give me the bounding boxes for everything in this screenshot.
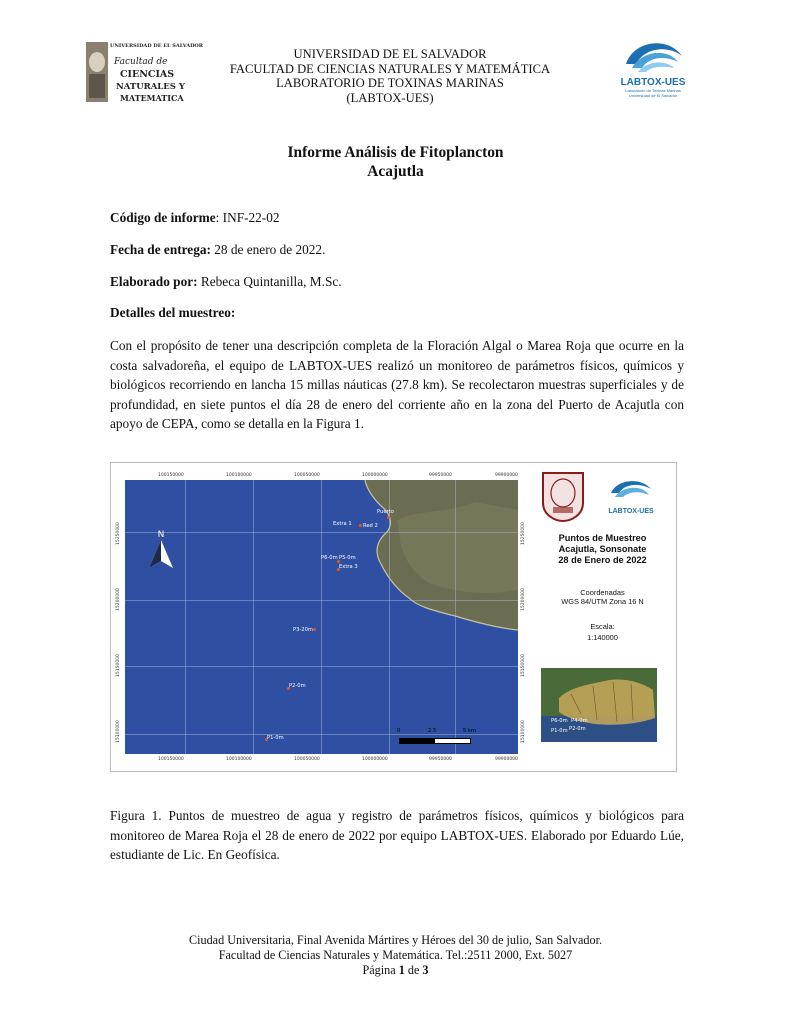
coord-bottom-1: 100150000: [158, 757, 184, 762]
point-puerto-label: Puerto: [377, 509, 394, 515]
labtox-legend-logo: [605, 475, 657, 519]
logo-left-line2: CIENCIAS: [120, 69, 175, 80]
figure-caption: Figura 1. Puntos de muestreo de agua y registro de parámetros físicos, químicos y biológicos para monitoreo de Marea Roja el 28 de enero de 2022 por equipo LABTOX-UES. Elaborado por Eduardo Lúe, estudiante de Lic. En Geofísica.: [110, 808, 684, 863]
labtox-logo-sub2: Universidad de El Salvador: [628, 93, 678, 98]
inset-label-p4: P4-0m: [571, 718, 588, 724]
legend-title-2: Acajutla, Sonsonate: [558, 544, 647, 554]
sampling-details-label: Detalles del muestreo:: [110, 305, 236, 320]
point-extra1-label: Extra 1: [333, 521, 352, 527]
legend-coord-value: WGS 84/UTM Zona 16 N: [561, 597, 644, 606]
header-line-4: (LABTOX-UES): [346, 90, 434, 105]
report-code: [110, 210, 280, 226]
grid-v-5: [455, 480, 456, 754]
page-prefix: Página: [362, 963, 399, 977]
labtox-logo-title: LABTOX-UES: [620, 77, 686, 88]
coord-left-3: 15150000: [116, 654, 121, 677]
legend-title-1: Puntos de Muestreo: [558, 533, 647, 543]
coord-right-1: 15250000: [521, 522, 526, 545]
legend-scale-value: 1:140000: [587, 633, 618, 642]
inset-label-p2: P2-0m: [569, 726, 586, 732]
delivery-date-label: Fecha de entrega:: [110, 242, 211, 257]
grid-h-2: [125, 600, 518, 601]
coord-top-2: 100100000: [226, 473, 252, 478]
footer-contact: Facultad de Ciencias Naturales y Matemática. Tel.:2511 2000, Ext. 5027: [218, 948, 573, 962]
footer-address: Ciudad Universitaria, Final Avenida Mártires y Héroes del 30 de julio, San Salvador.: [188, 933, 603, 947]
page-footer: [110, 933, 681, 978]
inset-map: [541, 668, 657, 742]
scale-label-0: 0: [397, 728, 401, 734]
coord-bottom-2: 100100000: [226, 757, 252, 762]
coord-bottom-5: 99950000: [429, 757, 452, 762]
report-code-label: Código de informe: [110, 210, 216, 225]
grid-h-3: [125, 666, 518, 667]
coord-right-2: 15200000: [521, 588, 526, 611]
coord-top-1: 100150000: [158, 473, 184, 478]
legend-scale-label: Escala:: [590, 622, 615, 631]
point-p3-marker: [313, 628, 316, 631]
logo-left-line4: MATEMATICA: [120, 93, 184, 103]
grid-h-4: [125, 734, 518, 735]
inset-label-p1: P1-0m: [551, 728, 568, 734]
author-label: Elaborado por:: [110, 274, 198, 289]
report-title-line1: Informe Análisis de Fitoplancton: [287, 144, 504, 161]
header-line-2: FACULTAD DE CIENCIAS NATURALES Y MATEMÁTICA: [229, 61, 551, 76]
report-code-value: : INF-22-02: [215, 210, 280, 225]
grid-h-1: [125, 532, 518, 533]
page-current: 1: [398, 963, 405, 977]
coord-left-2: 15200000: [116, 588, 121, 611]
coord-bottom-4: 100000000: [362, 757, 388, 762]
coord-top-4: 100000000: [362, 473, 388, 478]
coord-right-4: 15100000: [521, 720, 526, 743]
header-line-1: UNIVERSIDAD DE EL SALVADOR: [293, 47, 487, 61]
faculty-logo: [86, 38, 203, 106]
legend-title-3: 28 de Enero de 2022: [558, 555, 647, 565]
point-extra1-marker: [359, 524, 362, 527]
grid-v-4: [389, 480, 390, 754]
point-p6-label: P6-0m: [321, 555, 338, 561]
map-legend: [529, 463, 676, 771]
sampling-paragraph: Con el propósito de tener una descripción completa de la Floración Algal o Marea Roja que ocurre en la costa salvadoreña, el equipo de LABTOX-UES realizó un monitoreo de parámetros físicos, químicos y biológicos recorriendo en lancha 15 millas náuticas (27.8 km). Se recolectaron muestras superficiales y de profundidad, en siete puntos el día 28 de enero del corriente año en la zona del Puerto de Acajutla con apoyo de CEPA, como se detalla en la Figura 1.: [110, 338, 684, 432]
header-line-3: LABORATORIO DE TOXINAS MARINAS: [276, 76, 504, 90]
report-title-line2: Acajutla: [367, 163, 424, 180]
scale-bar: [399, 738, 471, 744]
coord-left-1: 15250000: [116, 522, 121, 545]
author: [110, 274, 342, 290]
delivery-date: [110, 242, 325, 258]
north-arrow-icon: [146, 528, 176, 570]
labtox-logo-sub1: Laboratorio de Toxinas Marinas: [625, 88, 681, 93]
sampling-map-figure: [110, 462, 677, 772]
coord-top-6: 99900000: [495, 473, 518, 478]
scale-label-end: 5 km: [463, 728, 477, 734]
logo-left-line1: Facultad de: [114, 57, 168, 67]
point-puerto-marker: [387, 516, 390, 519]
map-canvas: [125, 480, 518, 754]
point-p2-label: P2-0m: [289, 683, 306, 689]
page-total: 3: [422, 963, 429, 977]
grid-v-3: [321, 480, 322, 754]
coord-left-4: 15100000: [116, 720, 121, 743]
footer-page-number: [110, 963, 681, 978]
labtox-legend-label: LABTOX-UES: [608, 508, 654, 515]
labtox-logo: [616, 34, 690, 100]
page-mid: de: [404, 963, 423, 977]
point-p5-label: P5-0m: [339, 555, 356, 561]
point-red2-label: Red 2: [363, 523, 378, 529]
point-p1-label: P1-0m: [267, 735, 284, 741]
author-value: Rebeca Quintanilla, M.Sc.: [197, 274, 342, 289]
coord-top-3: 100050000: [294, 473, 320, 478]
coord-bottom-3: 100050000: [294, 757, 320, 762]
north-label: N: [157, 530, 165, 540]
grid-v-1: [185, 480, 186, 754]
point-extra3-label: Extra 3: [339, 564, 358, 570]
coord-bottom-6: 99900000: [495, 757, 518, 762]
legend-coord-label: Coordenadas: [580, 588, 625, 597]
coord-top-5: 99950000: [429, 473, 452, 478]
report-title: [110, 143, 681, 181]
institution-header: [180, 47, 600, 105]
grid-v-2: [253, 480, 254, 754]
logo-left-line3: NATURALES Y: [116, 82, 185, 92]
ues-seal-logo: [539, 469, 587, 523]
delivery-date-value: 28 de enero de 2022.: [210, 242, 326, 257]
inset-label-p6: P6-0m: [551, 718, 568, 724]
sampling-details-heading: [110, 305, 235, 321]
point-p3-label: P3-20m: [293, 627, 313, 633]
coord-right-3: 15150000: [521, 654, 526, 677]
logo-left-line0: UNIVERSIDAD DE EL SALVADOR: [110, 43, 203, 49]
scale-label-mid: 2.5: [428, 728, 437, 734]
